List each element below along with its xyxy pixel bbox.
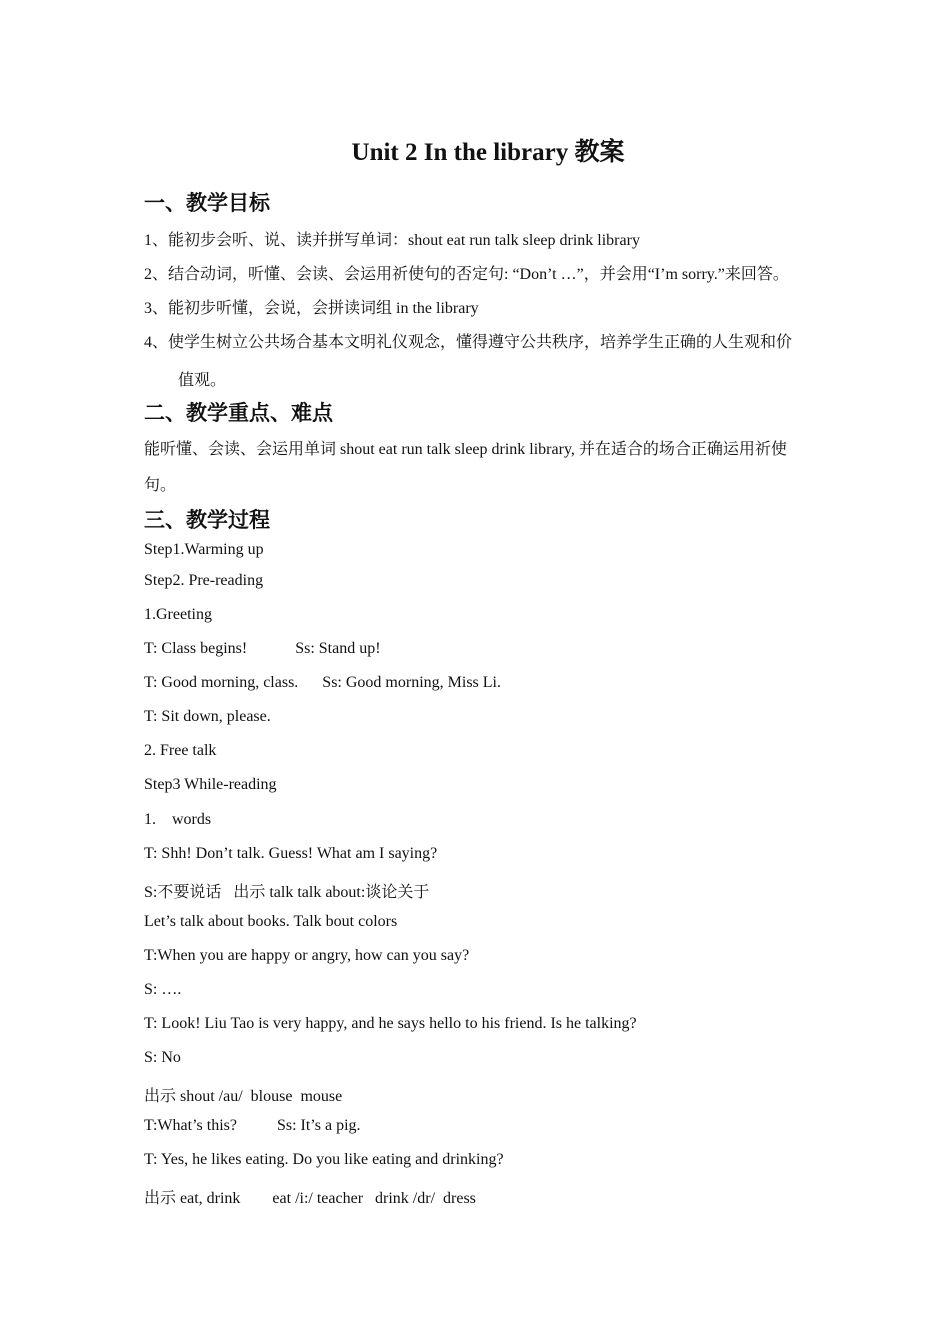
- document-title: Unit 2 In the library 教案: [351, 139, 625, 166]
- process-line: Step2. Pre-reading: [144, 572, 264, 589]
- process-line: 2. Free talk: [144, 742, 217, 759]
- objective-item: 4、使学生树立公共场合基本文明礼仪观念，懂得遵守公共秩序，培养学生正确的人生观和价: [144, 334, 793, 351]
- process-line: Let’s talk about books. Talk bout colors: [144, 913, 398, 930]
- process-line: 出示 eat, drink eat /i:/ teacher drink /dr/ dress: [144, 1190, 476, 1207]
- process-line: T: Class begins! Ss: Stand up!: [144, 640, 381, 657]
- process-line: S: No: [144, 1049, 181, 1066]
- key-points-line: 能听懂、会读、会运用单词 shout eat run talk sleep drink library, 并在适合的场合正确运用祈使: [144, 441, 787, 458]
- process-line: 出示 shout /au/ blouse mouse: [144, 1088, 343, 1105]
- process-line: T: Look! Liu Tao is very happy, and he says hello to his friend. Is he talking?: [144, 1015, 637, 1032]
- process-line: Step1.Warming up: [144, 541, 264, 558]
- process-line: S:不要说话 出示 talk talk about:谈论关于: [144, 884, 430, 901]
- process-line: Step3 While-reading: [144, 776, 277, 793]
- process-line: 1.Greeting: [144, 606, 212, 623]
- objective-item: 3、能初步听懂，会说，会拼读词组 in the library: [144, 300, 479, 317]
- process-line: T:What’s this? Ss: It’s a pig.: [144, 1117, 361, 1134]
- key-points-line: 句。: [144, 477, 177, 494]
- section-heading-process: 三、教学过程: [144, 508, 270, 532]
- section-heading-objectives: 一、教学目标: [144, 191, 270, 215]
- process-line: T: Yes, he likes eating. Do you like eating and drinking?: [144, 1151, 504, 1168]
- section-heading-key-points: 二、教学重点、难点: [144, 401, 333, 425]
- process-line: S: ….: [144, 981, 182, 998]
- process-line: T:When you are happy or angry, how can you say?: [144, 947, 470, 964]
- objective-item: 1、能初步会听、说、读并拼写单词：shout eat run talk sleep drink library: [144, 232, 640, 249]
- process-line: T: Shh! Don’t talk. Guess! What am I saying?: [144, 845, 438, 862]
- objective-item: 2、结合动词，听懂、会读、会运用祈使句的否定句: “Don’t …”，并会用“I’m sorry.”来回答。: [144, 266, 789, 283]
- process-line: T: Sit down, please.: [144, 708, 271, 725]
- process-line: 1. words: [144, 811, 212, 828]
- objective-item-continuation: 值观。: [178, 372, 227, 389]
- process-line: T: Good morning, class. Ss: Good morning, Miss Li.: [144, 674, 501, 691]
